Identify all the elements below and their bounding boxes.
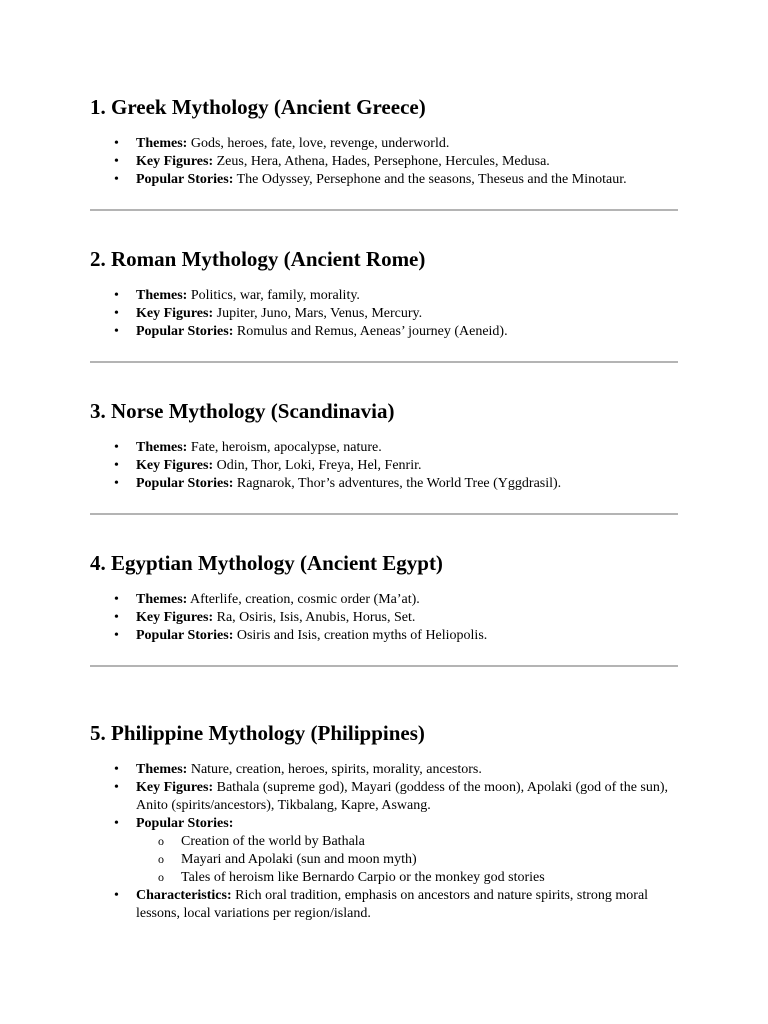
list-item (90, 153, 678, 171)
sub-list-item: o Mayari and Apolaki (sun and moon myth) (136, 851, 678, 869)
item-text: Jupiter, Juno, Mars, Venus, Mercury. (213, 306, 423, 321)
item-text: Gods, heroes, fate, love, revenge, underworld. (187, 136, 450, 151)
item-text: Politics, war, family, morality. (187, 288, 360, 303)
item-label: Themes: (136, 136, 188, 151)
item-label: Characteristics: (136, 888, 232, 903)
item-text: Romulus and Remus, Aeneas’ journey (Aeneid). (233, 324, 508, 339)
list-item (90, 457, 678, 475)
horizontal-rule (90, 665, 678, 667)
section-heading: 4. Egyptian Mythology (Ancient Egypt) (90, 551, 443, 575)
bullet-list (90, 135, 678, 189)
section-heading: 5. Philippine Mythology (Philippines) (90, 721, 425, 745)
item-label: Popular Stories: (136, 816, 234, 831)
list-item (90, 627, 678, 645)
item-text: Rich oral tradition, emphasis on ancestors and nature spirits, strong moral lessons, local variations per region/island. (136, 888, 649, 921)
bullet-list (90, 761, 678, 923)
list-item (90, 439, 678, 457)
item-label: Key Figures: (136, 306, 214, 321)
list-item (90, 761, 678, 779)
item-label: Key Figures: (136, 780, 214, 795)
list-item (90, 475, 678, 493)
section-philippine (90, 721, 678, 923)
list-item (90, 779, 678, 815)
item-label: Themes: (136, 288, 188, 303)
list-item (90, 287, 678, 305)
item-text: Nature, creation, heroes, spirits, morality, ancestors. (187, 762, 482, 777)
item-text: Bathala (supreme god), Mayari (goddess of the moon), Apolaki (god of the sun), Anito (spirits/ancestors), Tikbalang, Kapre, Aswang. (136, 780, 669, 813)
item-text: Zeus, Hera, Athena, Hades, Persephone, Hercules, Medusa. (213, 154, 550, 169)
item-text: Fate, heroism, apocalypse, nature. (187, 440, 382, 455)
item-text: Odin, Thor, Loki, Freya, Hel, Fenrir. (213, 458, 422, 473)
item-text: The Odyssey, Persephone and the seasons, Theseus and the Minotaur. (233, 172, 627, 187)
item-label: Popular Stories: (136, 628, 234, 643)
item-text: Afterlife, creation, cosmic order (Ma’at). (187, 592, 420, 607)
horizontal-rule (90, 361, 678, 363)
section-heading: 1. Greek Mythology (Ancient Greece) (90, 95, 426, 119)
list-item (90, 591, 678, 609)
section-roman (90, 247, 678, 341)
section-greek (90, 95, 678, 189)
list-item (90, 815, 678, 887)
section-heading: 2. Roman Mythology (Ancient Rome) (90, 247, 426, 271)
bullet-list (90, 287, 678, 341)
section-heading: 3. Norse Mythology (Scandinavia) (90, 399, 395, 423)
list-item (90, 609, 678, 627)
list-item (90, 323, 678, 341)
list-item (90, 135, 678, 153)
item-label: Themes: (136, 440, 188, 455)
item-label: Popular Stories: (136, 172, 234, 187)
item-text: Ra, Osiris, Isis, Anubis, Horus, Set. (213, 610, 416, 625)
item-label: Key Figures: (136, 154, 214, 169)
sub-list-item: o Creation of the world by Bathala (136, 833, 678, 851)
sub-list-item: o Tales of heroism like Bernardo Carpio or the monkey god stories (136, 869, 678, 887)
horizontal-rule (90, 209, 678, 211)
item-text: Ragnarok, Thor’s adventures, the World Tree (Yggdrasil). (233, 476, 562, 491)
bullet-list (90, 439, 678, 493)
horizontal-rule (90, 513, 678, 515)
list-item (90, 887, 678, 923)
section-egyptian (90, 551, 678, 645)
list-item (90, 171, 678, 189)
item-text: Osiris and Isis, creation myths of Heliopolis. (233, 628, 488, 643)
item-label: Key Figures: (136, 458, 214, 473)
item-label: Popular Stories: (136, 476, 234, 491)
section-norse (90, 399, 678, 493)
item-label: Popular Stories: (136, 324, 234, 339)
bullet-list (90, 591, 678, 645)
item-label: Themes: (136, 592, 188, 607)
item-label: Key Figures: (136, 610, 214, 625)
list-item (90, 305, 678, 323)
item-label: Themes: (136, 762, 188, 777)
sub-list (136, 833, 678, 887)
